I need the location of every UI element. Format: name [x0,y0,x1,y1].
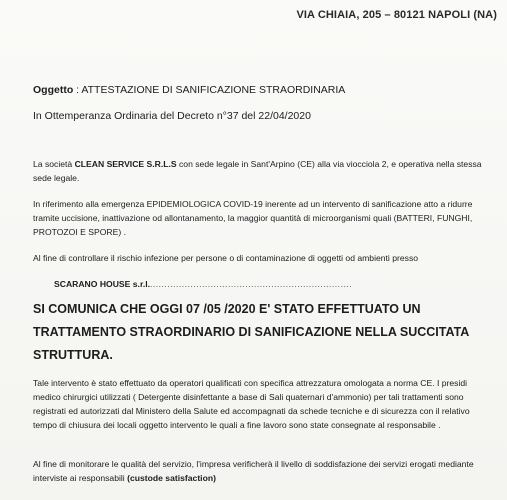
company-address: VIA CHIAIA, 205 – 80121 NAPOLI (NA) [296,9,497,21]
risk-paragraph: Al fine di controllare il rischio infezione per persone o di contaminazione di oggetti od ambienti presso [33,253,419,263]
subject-text: : ATTESTAZIONE DI SANIFICAZIONE STRAORDINARIA [73,84,346,96]
announcement-heading: SI COMUNICA CHE OGGI 07 /05 /2020 E' STATO EFFETTUATO UN TRATTAMENTO STRAORDINARIO DI SANIFICAZIONE NELLA SUCCITATA STRUTTURA. [33,302,469,362]
ordinance-reference: In Ottemperanza Ordinaria del Decreto n°37 del 22/04/2020 [33,110,311,122]
intervention-paragraph: Tale intervento è stato effettuato da operatori qualificati con specifica attrezzatura omologata a norma CE. I presidi medico chirurgici utilizzati ( Detergente disinfettante a base di Sali quaternari d'ammonio) per tali trattamenti sono registrati ed autorizzati dal Ministero della Salute ed accompagnati da schede tecniche e di sicurezza con il relativo tempo di chiusura dei locali oggetto intervento le quali a fine lavoro sono state consegnate al responsabile . [33,378,470,430]
monitoring-text: Al fine di monitorare le qualità del servizio, l'impresa verificherà il livello di soddisfazione dei servizi erogati mediante interviste ai responsabili [33,459,474,483]
monitoring-paragraph [33,457,493,485]
client-line [54,279,352,289]
subject-line [33,84,345,96]
company-suffix: con sede legale in Sant'Arpino (CE) alla via viocciola 2, e operativa nella stessa sede legale. [33,159,482,183]
client-name: SCARANO HOUSE s.r.l. [54,279,150,289]
monitoring-emphasis: (custode satisfaction) [127,473,216,483]
emergency-paragraph: In riferimento alla emergenza EPIDEMIOLOGICA COVID-19 inerente ad un intervento di sanificazione atto a ridurre tramite uccisione, inattivazione od allontanamento, la maggior quantità di microorganismi quali (BATTERI, FUNGHI, PROTOZOI E SPORE) . [33,199,473,237]
company-prefix: La società [33,159,75,169]
company-paragraph [33,157,483,185]
company-name: CLEAN SERVICE S.R.L.S [74,159,177,169]
subject-label: Oggetto [33,84,74,96]
client-dots: ...................................................................... [149,279,353,289]
